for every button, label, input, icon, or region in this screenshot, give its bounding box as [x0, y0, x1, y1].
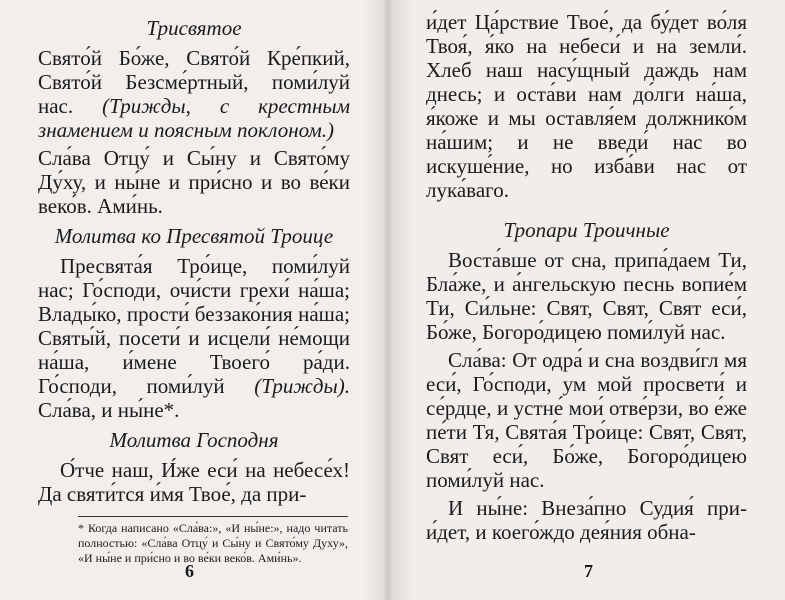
trinity-prayer-instruction: (Трижды).	[254, 374, 350, 398]
paragraph-troparion-now: И ны́не: Внеза́пно Судия́ прии́дет, и коего́ждо дея́ния обна-	[426, 496, 747, 544]
paragraph-glory: Сла́ва Отцу́ и Сы́ну и Свято́му Ду́ху, и ны́не и при́сно и во ве́ки веко́в. Ами́нь.	[38, 146, 350, 218]
trinity-prayer-end: Сла́ва, и ны́не*.	[38, 398, 180, 422]
right-page	[386, 0, 785, 600]
paragraph-trisagion	[38, 46, 350, 142]
trisagion-text: Свято́й Бо́же, Свято́й Кре́пкий, Свято́й Безсме́ртный, поми́луй нас.	[38, 46, 350, 118]
paragraph-lords-prayer: О́тче наш, И́же еси́ на небесе́х! Да святи́тся и́мя Твое́, да при-	[38, 458, 350, 506]
paragraph-troparion-glory: Сла́ва: От одра́ и сна воздви́гл мя еси́, Го́споди, ум мой просвети́ и се́рдце, и устне́ мои́ отве́рзи, во е́же пе́ти Тя, Свята́я Тро́ице: Свят, Свят, Свят еси́, Бо́же, Богоро́дицею поми́луй нас.	[426, 348, 747, 492]
trinity-prayer-text: Пресвята́я Тро́ице, поми́луй нас; Го́споди, очи́сти грехи́ на́ша; Влады́ко, прости́ беззако́ния на́ша; Святы́й, посети́ и исцели́ не́мощи на́ша, и́мене Твоего́ ра́ди. Го́споди, поми́луй	[38, 254, 350, 398]
trisagion-instruction: (Трижды, с крестным знамением и поясным поклоном.)	[38, 94, 350, 142]
page-number-right: 7	[584, 561, 593, 581]
heading-trisagion: Трисвятое	[146, 16, 242, 40]
heading-lords-prayer: Молитва Господня	[109, 428, 279, 452]
footnote: * Когда написано «Сла́ва:», «И ны́не:», надо читать полностью: «Сла́ва Отцу́ и Сы́ну и Свято́му Духу», «И ны́не и при́сно и во ве́ки веко́в. Ами́нь».	[78, 516, 348, 566]
page-number-left: 6	[185, 561, 194, 581]
left-page	[0, 0, 386, 600]
paragraph-troparion-1: Воста́вше от сна, припа́даем Ти, Бла́же, и а́нгельскую песнь вопие́м Ти, Си́льне: Свят, Свят, Свят еси́, Бо́же, Богоро́дицею поми́луй нас.	[426, 248, 747, 344]
paragraph-lords-prayer-cont: и́дет Ца́рствие Твое́, да бу́дет во́ля Твоя́, я́ко на небеси́ и на земли́. Хлеб наш насу́щный даждь нам днесь; и оста́ви нам до́лги на́ша, я́коже и мы оставля́ем должнико́м на́шим; и не введи́ нас во искуше́ние, но изба́ви нас от лука́ваго.	[426, 10, 747, 202]
heading-trinity-troparia: Тропари Троичные	[503, 218, 670, 242]
heading-trinity-prayer: Молитва ко Пресвятой Троице	[54, 224, 334, 248]
paragraph-trinity-prayer	[38, 254, 350, 422]
